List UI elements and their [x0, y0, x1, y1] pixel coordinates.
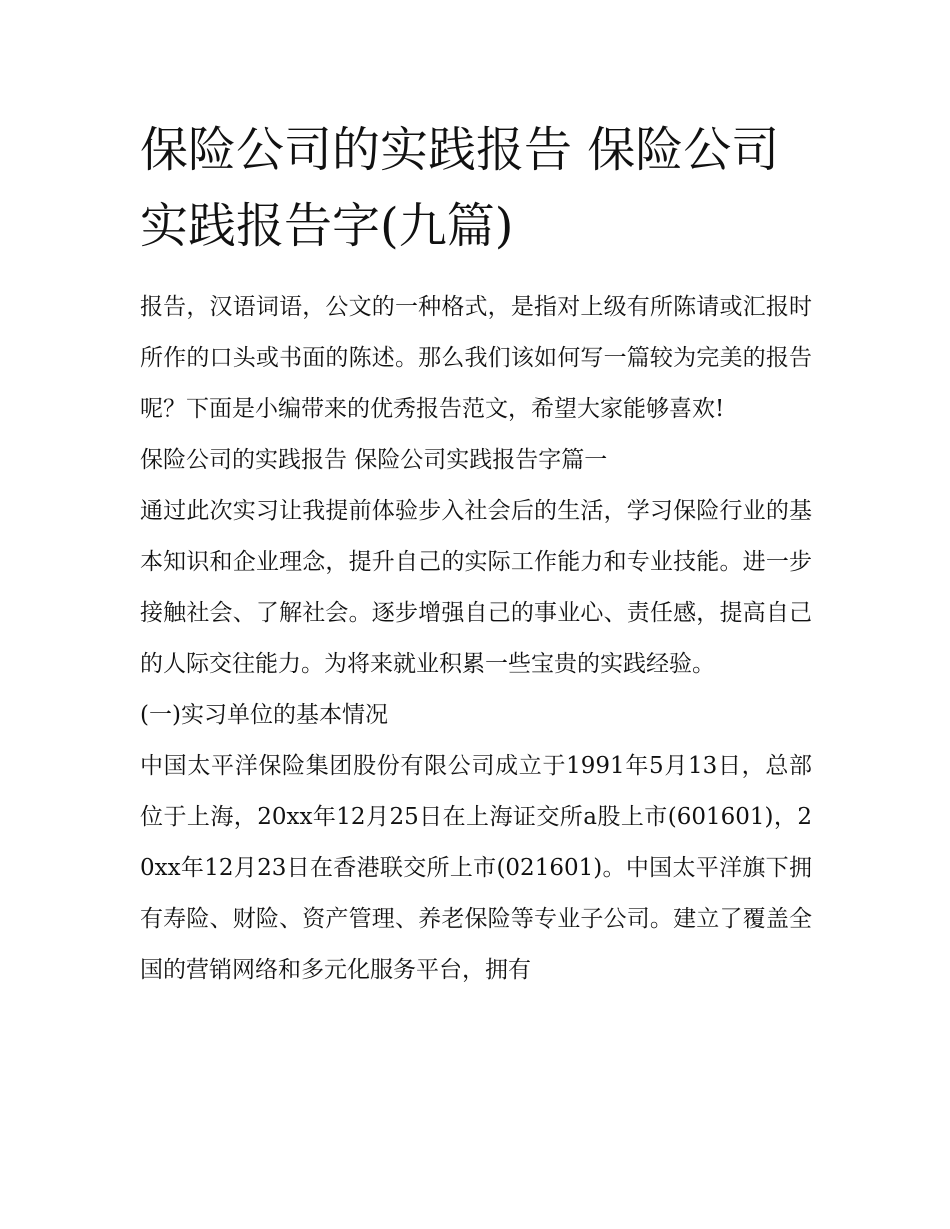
document-content: [140, 112, 812, 996]
intro-paragraph: 报告，汉语词语，公文的一种格式，是指对上级有所陈请或汇报时所作的口头或书面的陈述。那么我们该如何写一篇较为完美的报告呢？下面是小编带来的优秀报告范文，希望大家能够喜欢!: [140, 294, 812, 422]
purpose-paragraph: 通过此次实习让我提前体验步入社会后的生活，学习保险行业的基本知识和企业理念，提升自己的实际工作能力和专业技能。进一步接触社会、了解社会。逐步增强自己的事业心、责任感，提高自己的人际交往能力。为将来就业积累一些宝贵的实践经验。: [140, 498, 812, 677]
subsection-heading: (一)实习单位的基本情况: [140, 702, 388, 728]
section-heading: 保险公司的实践报告 保险公司实践报告字篇一: [140, 447, 608, 473]
company-paragraph: 中国太平洋保险集团股份有限公司成立于1991年5月13日，总部位于上海，20xx年12月25日在上海证交所a股上市(601601)，20xx年12月23日在香港联交所上市(021601)。中国太平洋旗下拥有寿险、财险、资产管理、养老保险等专业子公司。建立了覆盖全国的营销网络和多元化服务平台，拥有: [140, 753, 812, 983]
document-title: 保险公司的实践报告 保险公司实践报告字(九篇): [140, 122, 780, 254]
document-body: [140, 282, 812, 996]
